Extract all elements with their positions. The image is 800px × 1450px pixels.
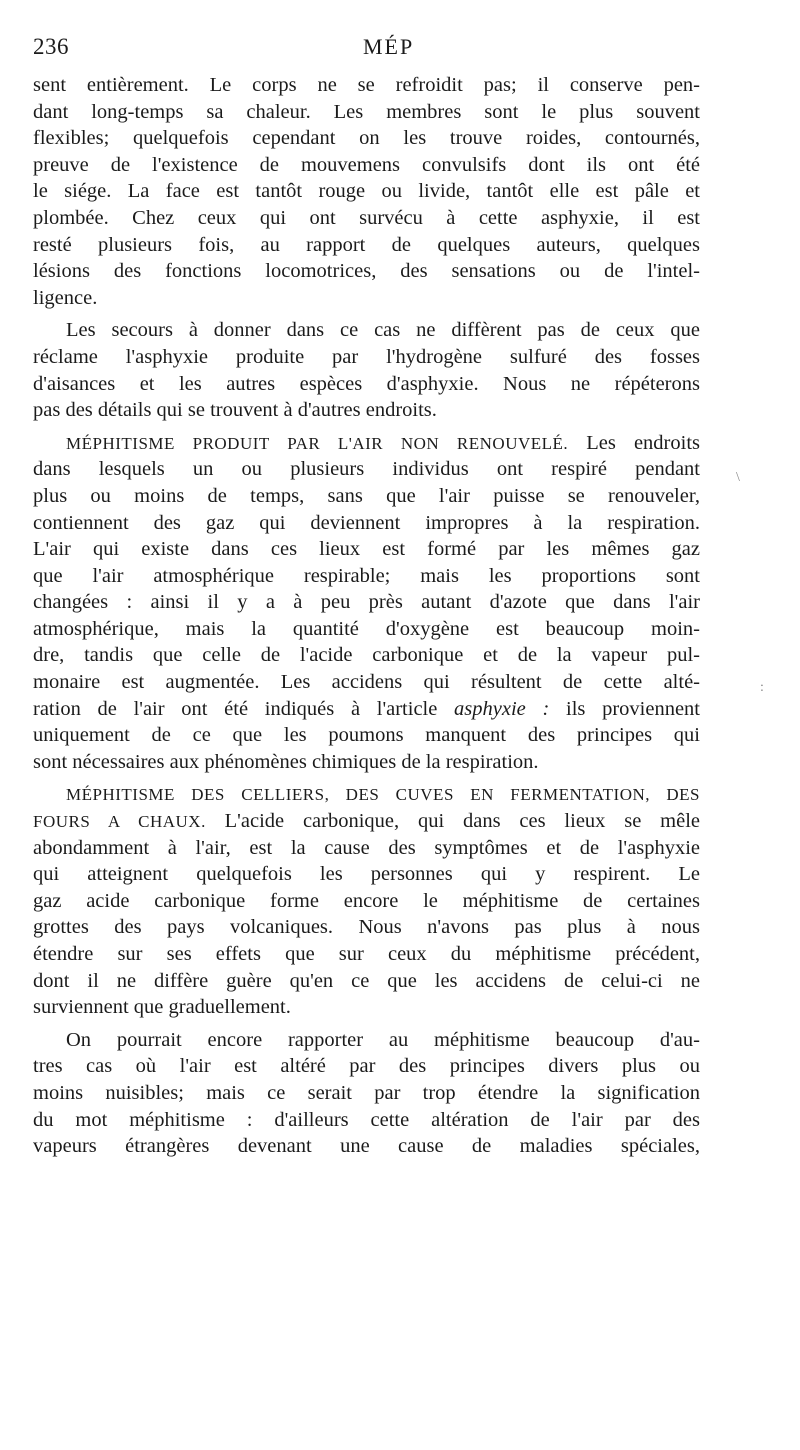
text-line: le siége. La face est tantôt rouge ou livide, tantôt elle est pâle et [33, 180, 700, 203]
body-text [33, 72, 700, 1160]
text-line: Les secours à donner dans ce cas ne diffèrent pas de ceux que [66, 319, 700, 342]
text-line: grottes des pays volcaniques. Nous n'avons pas plus à nous [33, 916, 700, 939]
section-heading: MÉPHITISME PRODUIT PAR L'AIR NON RENOUVELÉ. [66, 433, 569, 453]
text-line: dant long-temps sa chaleur. Les membres sont le plus souvent [33, 100, 700, 123]
text-line: lésions des fonctions locomotrices, des sensations ou de l'intel- [33, 260, 700, 283]
text-line: dans lesquels un ou plusieurs individus ont respiré pendant [33, 458, 700, 481]
text-line: gaz acide carbonique forme encore le méphitisme de certaines [33, 889, 700, 912]
text-line [33, 781, 700, 808]
text-line: étendre sur ses effets que sur ceux du méphitisme précédent, [33, 943, 700, 965]
text-line: plus ou moins de temps, sans que l'air puisse se renouveler, [33, 484, 700, 507]
text-line: qui atteignent quelquefois les personnes qui y respirent. Le [33, 863, 700, 886]
section-heading: MÉPHITISME DES CELLIERS, DES CUVES EN FERMENTATION, DES [66, 785, 700, 805]
text-line: FOURS A CHAUX. L'acide carbonique, qui dans ces lieux se mêle [33, 810, 700, 833]
text-line: d'aisances et les autres espèces d'asphyxie. Nous ne répéterons [33, 372, 700, 395]
margin-speck: \ [736, 470, 740, 485]
text-line: dont il ne diffère guère qu'en ce que les accidens de celui-ci ne [33, 969, 700, 992]
text-line: tres cas où l'air est altéré par des principes divers plus ou [33, 1055, 700, 1078]
text-line: atmosphérique, mais la quantité d'oxygène est beaucoup moin- [33, 617, 700, 640]
text-line: que l'air atmosphérique respirable; mais les proportions sont [33, 564, 700, 587]
text-line: contiennent des gaz qui deviennent impropres à la respiration. [33, 511, 700, 534]
text-line: L'air qui existe dans ces lieux est formé par les mêmes gaz [33, 538, 700, 561]
text-line: moins nuisibles; mais ce serait par trop étendre la signification [33, 1081, 700, 1104]
text-line: On pourrait encore rapporter au méphitisme beaucoup d'au- [66, 1028, 700, 1051]
text-line: réclame l'asphyxie produite par l'hydrogène sulfuré des fosses [33, 345, 700, 368]
italic-term: asphyxie : [454, 697, 550, 720]
page-number: 236 [33, 34, 69, 59]
text-line: pas des détails qui se trouvent à d'autres endroits. [33, 399, 437, 422]
text-line: sent entièrement. Le corps ne se refroidit pas; il conserve pen- [33, 74, 700, 96]
text-line: changées : ainsi il y a à peu près autant d'azote que dans l'air [33, 591, 700, 614]
text-line: vapeurs étrangères devenant une cause de maladies spéciales, [33, 1135, 700, 1158]
running-head: MÉP [363, 34, 415, 59]
paragraph [33, 1027, 700, 1160]
text-line: sont nécessaires aux phénomènes chimiques de la respiration. [33, 750, 539, 773]
page-header [33, 34, 713, 64]
text-line: ration de l'air ont été indiqués à l'article asphyxie : ils proviennent [33, 697, 700, 720]
paragraph [33, 317, 700, 423]
section-heading: FOURS A CHAUX. [33, 812, 206, 832]
paragraph [33, 72, 700, 311]
text-line: du mot méphitisme : d'ailleurs cette altération de l'air par des [33, 1108, 700, 1131]
paragraph [33, 430, 700, 776]
paragraph [33, 781, 700, 1020]
text-line: abondamment à l'air, est la cause des symptômes et de l'asphyxie [33, 836, 700, 859]
text-line: resté plusieurs fois, au rapport de quelques auteurs, quelques [33, 233, 700, 256]
text-line: MÉPHITISME PRODUIT PAR L'AIR NON RENOUVELÉ. Les endroits [66, 431, 700, 454]
margin-speck: : [760, 680, 764, 695]
text-line: ligence. [33, 286, 98, 309]
text-line: preuve de l'existence de mouvemens convulsifs dont ils ont été [33, 153, 700, 176]
text-line: monaire est augmentée. Les accidens qui résultent de cette alté- [33, 671, 700, 694]
text-line: dre, tandis que celle de l'acide carbonique et de la vapeur pul- [33, 644, 700, 667]
text-line: plombée. Chez ceux qui ont survécu à cette asphyxie, il est [33, 206, 700, 229]
text-line: flexibles; quelquefois cependant on les trouve roides, contournés, [33, 127, 700, 150]
text-line: uniquement de ce que les poumons manquent des principes qui [33, 724, 700, 747]
text-line: surviennent que graduellement. [33, 996, 291, 1019]
